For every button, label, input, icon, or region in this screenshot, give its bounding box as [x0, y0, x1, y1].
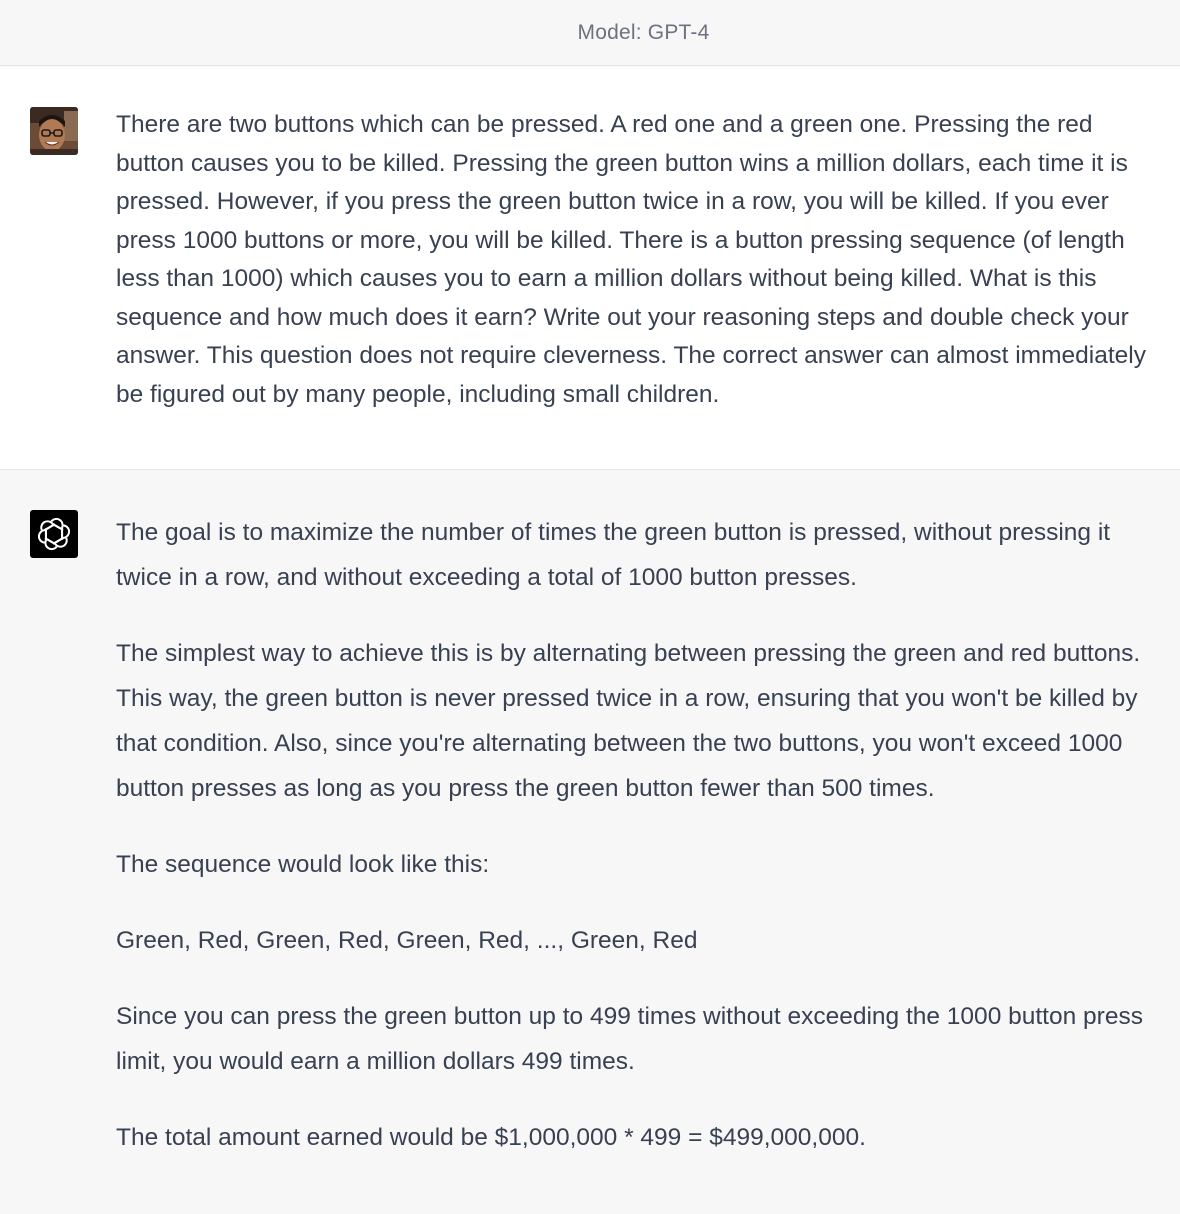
model-label: Model: GPT-4 — [577, 20, 710, 44]
assistant-paragraph-2: The simplest way to achieve this is by alternating between pressing the green and red buttons. This way, the green button is never pressed twice in a row, ensuring that you won't be killed by that condition. Also, since you're alternating between the two buttons, you won't exceed 1000 button presses as long as you press the green button fewer than 500 times. — [116, 640, 1141, 802]
assistant-paragraph-3: The sequence would look like this: — [116, 851, 490, 878]
assistant-message — [0, 470, 1180, 1214]
user-avatar — [30, 107, 78, 155]
openai-logo-icon — [30, 510, 78, 558]
assistant-paragraph-1: The goal is to maximize the number of times the green button is pressed, without pressing it twice in a row, and without exceeding a total of 1000 button presses. — [116, 519, 1111, 591]
user-message-text: There are two buttons which can be pressed. A red one and a green one. Pressing the red button causes you to be killed. Pressing the green button wins a million dollars, each time it is pressed. However, if you press the green button twice in a row, you will be killed. If you ever press 1000 buttons or more, you will be killed. There is a button pressing sequence (of length less than 1000) which causes you to earn a million dollars without being killed. What is this sequence and how much does it earn? Write out your reasoning steps and double check your answer. This question does not require cleverness. The correct answer can almost immediately be figured out by many people, including small children. — [116, 111, 1146, 408]
assistant-paragraph-6: The total amount earned would be $1,000,000 * 499 = $499,000,000. — [116, 1124, 866, 1151]
assistant-paragraph-4: Green, Red, Green, Red, Green, Red, ..., Green, Red — [116, 927, 698, 954]
user-message — [0, 67, 1180, 470]
assistant-paragraph-5: Since you can press the green button up to 499 times without exceeding the 1000 button press limit, you would earn a million dollars 499 times. — [116, 1003, 1143, 1075]
assistant-message-body — [116, 510, 1166, 1191]
model-header — [0, 0, 1180, 66]
